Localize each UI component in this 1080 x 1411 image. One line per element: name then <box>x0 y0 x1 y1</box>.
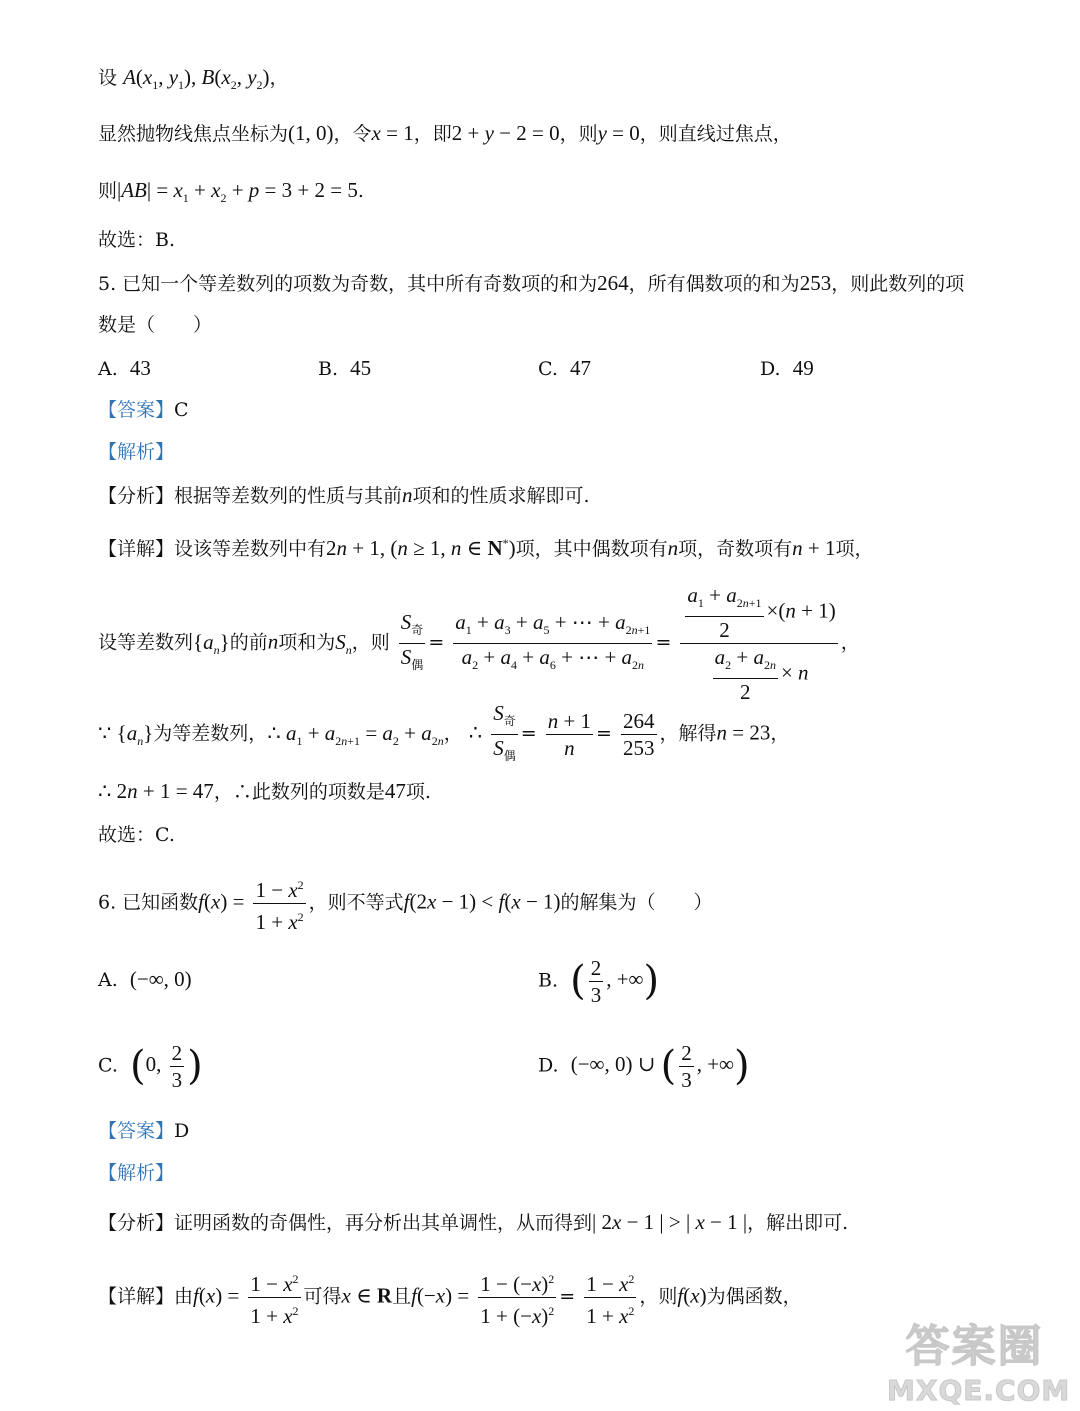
q5-option-b[interactable]: B. 45 <box>318 356 372 380</box>
q5-detail-line-4: ∴ 2n + 1 = 47，∴此数列的项数是47项. <box>98 779 431 803</box>
q6-fenxi: 【分析】证明函数的奇偶性，再分析出其单调性，从而得到| 2x − 1 | > | x − 1 |，解出即可. <box>98 1210 849 1234</box>
q5-detail-line-1: 【详解】设该等差数列中有2n + 1, (n ≥ 1, n ∈ N*)项，其中偶数项有n项，奇数项有n + 1项， <box>98 536 874 560</box>
math-abs-inequality: | 2x − 1 | > | x − 1 | <box>592 1210 748 1234</box>
q5-choice: 故选：C. <box>98 824 175 846</box>
math-symmetric-sum: ∴ $a_1 + a_{2n+1} = a_2 + a_{2n}$ <box>267 720 444 748</box>
frac-s-odd-even: $\frac{S_奇}{S_偶}$ <box>400 610 424 673</box>
frac-sum-terms: $\frac{a_1 + a_3 + a_5 + \cdots + a_{2n+1}}{a_2 + a_4 + a_6 + \cdots + a_{2n}}$ <box>455 610 651 673</box>
q5-detail-line-3: ∵ $\{a_n\}$为等差数列，∴ $a_1 + a_{2n+1} = a_2 + a_{2n}$， ∴ $\frac{S_奇}{S_偶}$ = $\frac{n + 1}{n}$ = $\frac{264}{253}$ ，解得n = 23， <box>98 701 790 764</box>
math-term-count: 2n + 1, (n ≥ 1, n ∈ N*) <box>326 536 516 560</box>
q5-analysis-tag: 【解析】 <box>98 441 175 463</box>
math-focus: (1, 0) <box>288 121 334 145</box>
q6-stem: 6. 已知函数f(x) = $\frac{1 - x^2}{1 + x^2}$ ，则不等式f(2x − 1) < f(x − 1)的解集为（ ） <box>98 872 713 935</box>
q5-option-d[interactable]: D. 49 <box>760 356 814 380</box>
q5-detail-line-2: 设等差数列$\{a_n\}$的前n项和为$S_n$，则 $\frac{S_奇}{S_偶}$ = $\frac{a_1 + a_3 + a_5 + \cdots + a_{2n+1}}{a_2 + a_4 + a_6 + \cdots + a_{2n}}$ = $\frac{a_1 + a_{2n+1}}{2}$ ×(n + 1) $\frac{a_2 + a_{2n}}{2}$ × n ， <box>98 583 860 705</box>
prev-choice: 故选：B. <box>98 229 176 251</box>
watermark-logo: 答案圈 MXQE.COM <box>887 1321 1071 1407</box>
q5-option-a[interactable]: A. 43 <box>98 356 151 380</box>
q6-detail: 【详解】由f(x) = $\frac{1 - x^2}{1 + x^2}$ 可得x ∈ R且f(−x) = $\frac{1 - (-x)^2}{1 + (-x)^2}$ = $\frac{1 - x^2}{1 + x^2}$ ，则f(x)为偶函数， <box>98 1266 802 1329</box>
q5-option-c[interactable]: C. 47 <box>538 356 591 380</box>
prev-line-3: 则$|AB| = x_1 + x_2 + p = 3 + 2 = 5$. <box>98 178 364 206</box>
q6-analysis-tag: 【解析】 <box>98 1162 175 1184</box>
math-ab-length: $|AB| = x_1 + x_2 + p = 3 + 2 = 5$ <box>117 178 358 206</box>
q5-fenxi: 【分析】根据等差数列的性质与其前n项和的性质求解即可. <box>98 483 590 507</box>
q5-stem-line-1: 5. 已知一个等差数列的项数为奇数，其中所有奇数项的和为264，所有偶数项的和为253，则此数列的项 <box>98 271 965 295</box>
q6-option-d[interactable]: D. (−∞, 0) ∪ ( $\frac{2}{3}$ , +∞) <box>538 1041 750 1092</box>
math-x-eq-1: x = 1 <box>371 121 414 145</box>
q5-stem-line-2: 数是（ ） <box>98 314 213 336</box>
q5-answer: 【答案】C <box>98 399 189 421</box>
q6-option-c[interactable]: C. (0, $\frac{2}{3}$ ) <box>98 1041 203 1092</box>
prev-line-2: 显然抛物线焦点坐标为(1, 0)，令x = 1，即2 + y − 2 = 0，则y = 0，则直线过焦点， <box>98 121 792 145</box>
frac-fx: $\frac{1 - x^2}{1 + x^2}$ <box>253 872 305 935</box>
answer-tag: 【答案】 <box>98 399 175 421</box>
math-inequality: f(2x − 1) < f(x − 1) <box>403 889 561 914</box>
prev-line-1: 设 $A(x_1$, $y_1$), $B(x_2$, $y_2$)， <box>98 65 289 93</box>
q6-option-b[interactable]: B. ( $\frac{2}{3}$ , +∞) <box>538 956 660 1007</box>
math-y-eq-0: y = 0 <box>597 121 640 145</box>
q6-option-a[interactable]: A. (−∞, 0) <box>98 967 192 991</box>
q6-answer: 【答案】D <box>98 1120 190 1142</box>
math-line-eq: 2 + y − 2 = 0 <box>451 121 560 145</box>
math-points: $A(x_1$, $y_1$), $B(x_2$, $y_2$) <box>123 65 270 93</box>
frac-sum-formula: $\frac{a_1 + a_{2n+1}}{2}$ ×(n + 1) $\frac{a_2 + a_{2n}}{2}$ × n <box>680 582 837 705</box>
